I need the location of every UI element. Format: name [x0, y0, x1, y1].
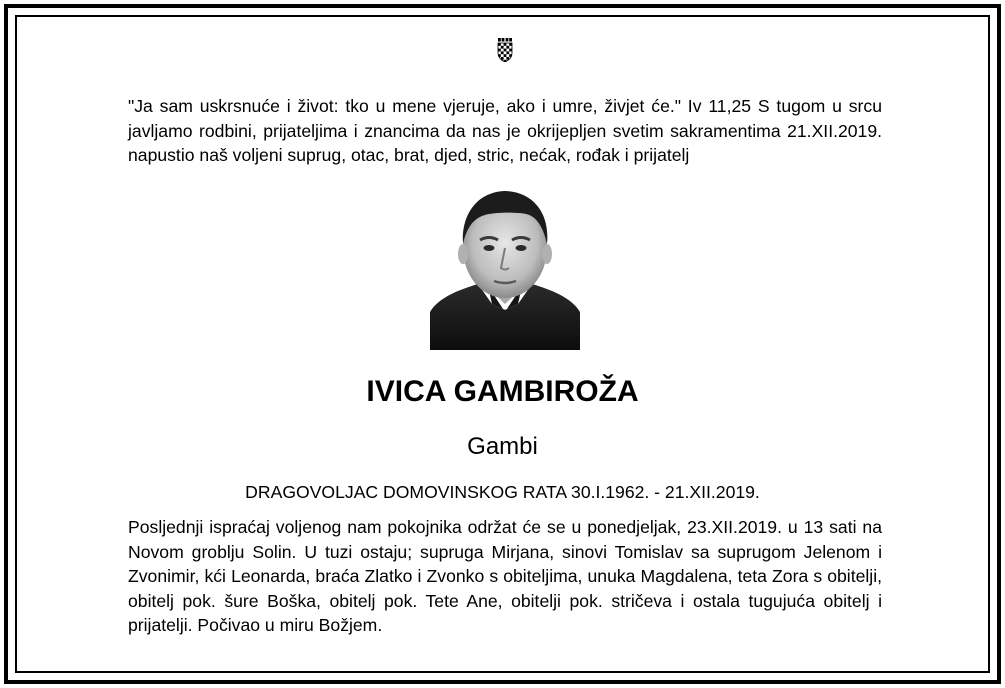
dates-subtitle: DRAGOVOLJAC DOMOVINSKOG RATA 30.I.1962. - 21.XII.2019.: [245, 482, 760, 502]
intro-paragraph: "Ja sam uskrsnuće i život: tko u mene vjeruje, ako i umre, živjet će." Iv 11,25 S tugom u srcu javljamo rodbini, prijateljima i znancima da nas je okrijepljen svetim sakramentima 21.XII.2019. napustio naš voljeni suprug, otac, brat, djed, stric, nećak, rođak i prijatelj: [128, 96, 882, 165]
portrait-photo: [430, 186, 580, 350]
deceased-name: IVICA GAMBIROŽA: [366, 375, 639, 408]
nickname: Gambi: [467, 433, 538, 460]
croatian-coat-of-arms-icon: [497, 38, 513, 62]
closing-paragraph: Posljednji ispraćaj voljenog nam pokojnika održat će se u ponedjeljak, 23.XII.2019. u 13 sati na Novom groblju Solin. U tuzi ostaju; supruga Mirjana, sinovi Tomislav sa suprugom Jelenom i Zvonimir, kći Leonarda, braća Zlatko i Zvonko s obiteljima, unuka Magdalena, teta Zora s obitelji, obitelj pok. šure Boška, obitelj pok. Tete Ane, obitelji pok. stričeva i ostala tugujuća obitelj i prijatelji. Počivao u miru Božjem.: [128, 517, 882, 635]
